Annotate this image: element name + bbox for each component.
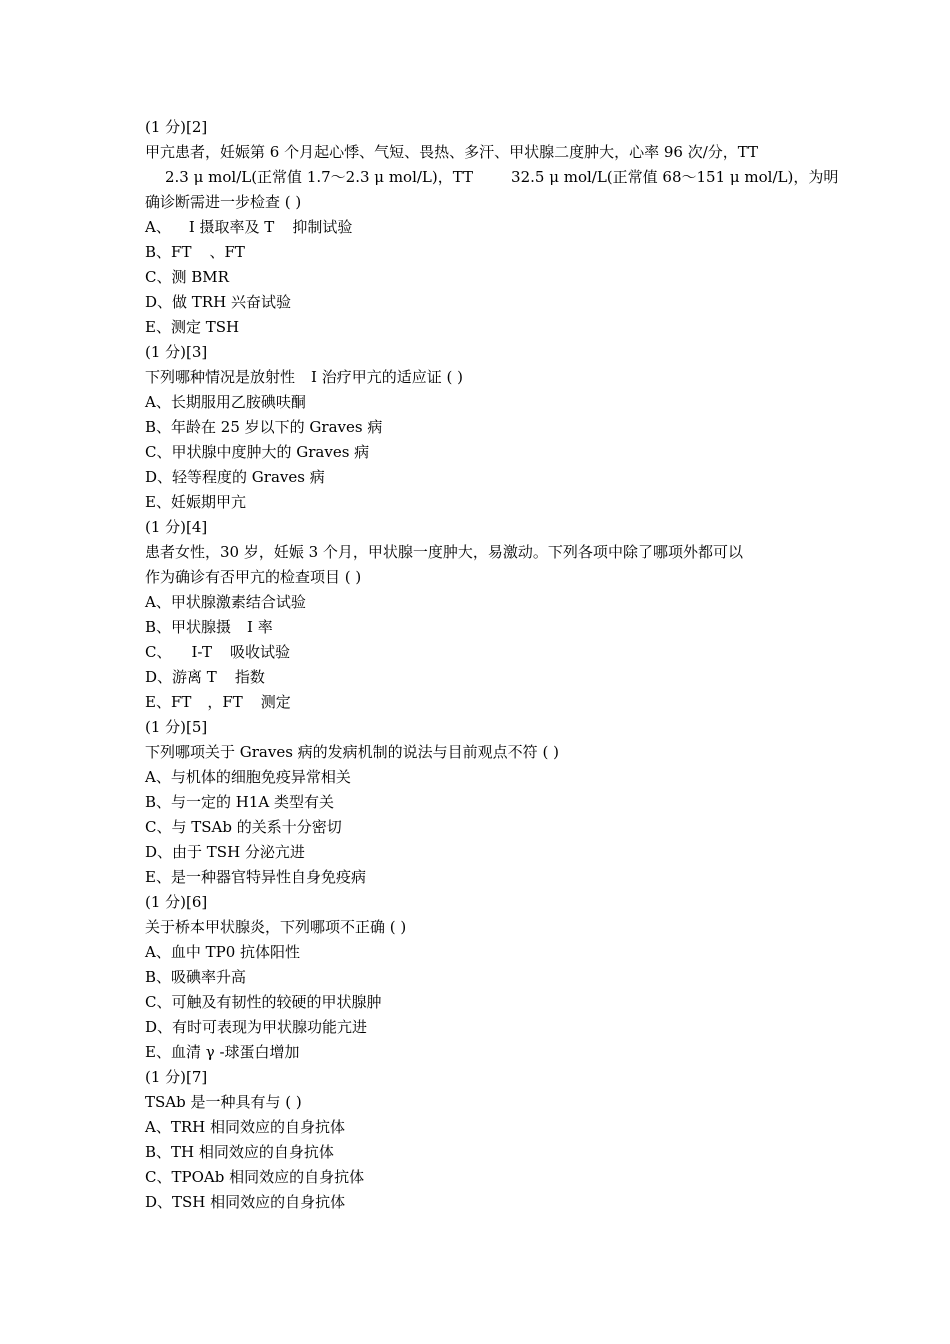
option-e xyxy=(145,690,810,715)
question-score: (1 分)[5] xyxy=(145,718,208,736)
question-list xyxy=(145,115,839,1215)
option-prefix: E、 xyxy=(145,318,171,336)
option-text: 与一定的 H1A 类型有关 xyxy=(171,793,335,811)
option-a xyxy=(145,1115,810,1140)
option-prefix: B、 xyxy=(145,418,172,436)
question-stem-line: TSAb 是一种具有与 ( ) xyxy=(145,1093,302,1111)
option-text: 长期服用乙胺碘呋酮 xyxy=(170,393,306,411)
option-text: 年龄在 25 岁以下的 Graves 病 xyxy=(171,418,383,436)
option-c xyxy=(145,265,810,290)
option-text: I-T xyxy=(191,643,212,661)
question-score: (1 分)[3] xyxy=(145,343,208,361)
option-text: 抑制试验 xyxy=(292,218,353,236)
option-text: 甲状腺摄 xyxy=(171,618,232,636)
option-prefix: C、 xyxy=(145,993,172,1011)
question-score: (1 分)[6] xyxy=(145,893,208,911)
option-text: 做 TRH 兴奋试验 xyxy=(172,293,291,311)
stem-fragment: 下列哪种情况是放射性 xyxy=(145,368,296,386)
option-text: I 摄取率及 T xyxy=(188,218,275,236)
option-text: 血中 TP0 抗体阳性 xyxy=(170,943,301,961)
option-text: 、FT xyxy=(209,243,245,261)
option-text: 测 BMR xyxy=(171,268,229,286)
option-text: TPOAb 相同效应的自身抗体 xyxy=(171,1168,365,1186)
question-score: (1 分)[7] xyxy=(145,1068,208,1086)
option-text: 轻等程度的 Graves 病 xyxy=(172,468,325,486)
option-c xyxy=(145,1165,810,1190)
question-score: (1 分)[4] xyxy=(145,518,208,536)
option-text: TSH 相同效应的自身抗体 xyxy=(172,1193,346,1211)
option-prefix: B、 xyxy=(145,243,172,261)
option-prefix: C、 xyxy=(145,443,172,461)
option-b xyxy=(145,1140,810,1165)
option-prefix: E、 xyxy=(145,693,171,711)
question-stem-line: 关于桥本甲状腺炎，下列哪项不正确 ( ) xyxy=(145,918,407,936)
option-e xyxy=(145,865,810,890)
option-prefix: B、 xyxy=(145,618,172,636)
option-text: 可触及有韧性的较硬的甲状腺肿 xyxy=(171,993,382,1011)
question-stem-line: 作为确诊有否甲亢的检查项目 ( ) xyxy=(145,568,362,586)
question-stem-line: 患者女性，30 岁，妊娠 3 个月，甲状腺一度肿大，易激动。下列各项中除了哪项外都可以 xyxy=(145,543,743,561)
option-prefix: E、 xyxy=(145,868,171,886)
option-prefix: A、 xyxy=(145,393,171,411)
option-e xyxy=(145,490,810,515)
option-text: I 率 xyxy=(247,618,273,636)
question-score: (1 分)[2] xyxy=(145,118,208,136)
option-text: 指数 xyxy=(234,668,265,686)
option-b xyxy=(145,615,810,640)
option-a xyxy=(145,215,810,240)
option-prefix: C、 xyxy=(145,1168,172,1186)
stem-fragment: 32.5 μ mol/L(正常值 68～151 μ mol/L)，为明 xyxy=(511,168,839,186)
option-text: 测定 xyxy=(260,693,291,711)
option-text: TRH 相同效应的自身抗体 xyxy=(170,1118,345,1136)
option-prefix: C、 xyxy=(145,268,172,286)
option-text: 与 TSAb 的关系十分密切 xyxy=(171,818,342,836)
option-text: TH 相同效应的自身抗体 xyxy=(171,1143,334,1161)
stem-fragment: I 治疗甲亢的适应证 ( ) xyxy=(311,368,463,386)
option-prefix: C、 xyxy=(145,643,172,661)
option-d xyxy=(145,465,810,490)
option-prefix: E、 xyxy=(145,1043,171,1061)
question-stem-line: 下列哪项关于 Graves 病的发病机制的说法与目前观点不符 ( ) xyxy=(145,743,559,761)
option-b xyxy=(145,415,810,440)
option-prefix: A、 xyxy=(145,943,171,961)
option-text: 游离 T xyxy=(172,668,217,686)
option-e xyxy=(145,1040,810,1065)
option-text: 是一种器官特异性自身免疫病 xyxy=(170,868,366,886)
option-d xyxy=(145,290,810,315)
option-text: 吸碘率升高 xyxy=(171,968,247,986)
option-text: 吸收试验 xyxy=(229,643,290,661)
option-text: 有时可表现为甲状腺功能亢进 xyxy=(172,1018,368,1036)
option-d xyxy=(145,1015,810,1040)
option-prefix: D、 xyxy=(145,1193,173,1211)
option-c xyxy=(145,640,810,665)
option-text: 甲状腺激素结合试验 xyxy=(170,593,306,611)
option-c xyxy=(145,990,810,1015)
option-text: FT xyxy=(170,693,192,711)
stem-fragment: 2.3 μ mol/L(正常值 1.7～2.3 μ mol/L)，TT xyxy=(165,168,474,186)
option-a xyxy=(145,765,810,790)
option-prefix: A、 xyxy=(145,768,171,786)
question-stem-line xyxy=(145,165,839,190)
option-d xyxy=(145,840,810,865)
question-stem-line: 确诊断需进一步检查 ( ) xyxy=(145,193,302,211)
option-text: 测定 TSH xyxy=(170,318,240,336)
option-e xyxy=(145,315,810,340)
option-prefix: A、 xyxy=(145,1118,171,1136)
option-b xyxy=(145,240,810,265)
option-prefix: A、 xyxy=(145,593,171,611)
option-prefix: D、 xyxy=(145,843,173,861)
option-text: 血清 γ -球蛋白增加 xyxy=(170,1043,300,1061)
option-text: 甲状腺中度肿大的 Graves 病 xyxy=(171,443,370,461)
option-prefix: C、 xyxy=(145,818,172,836)
option-prefix: B、 xyxy=(145,1143,172,1161)
option-text: 由于 TSH 分泌亢进 xyxy=(172,843,305,861)
question-stem-line xyxy=(145,365,810,390)
option-prefix: E、 xyxy=(145,493,171,511)
option-d xyxy=(145,665,810,690)
option-c xyxy=(145,815,810,840)
option-prefix: B、 xyxy=(145,793,172,811)
option-prefix: D、 xyxy=(145,668,173,686)
option-d xyxy=(145,1190,810,1215)
option-b xyxy=(145,965,810,990)
option-a xyxy=(145,590,810,615)
option-text: 妊娠期甲亢 xyxy=(170,493,246,511)
option-b xyxy=(145,790,810,815)
option-prefix: B、 xyxy=(145,968,172,986)
option-a xyxy=(145,390,810,415)
option-text: ，FT xyxy=(207,693,243,711)
option-prefix: A、 xyxy=(145,218,171,236)
option-a xyxy=(145,940,810,965)
option-text: 与机体的细胞免疫异常相关 xyxy=(170,768,351,786)
option-c xyxy=(145,440,810,465)
option-prefix: D、 xyxy=(145,1018,173,1036)
option-prefix: D、 xyxy=(145,468,173,486)
option-prefix: D、 xyxy=(145,293,173,311)
question-stem-line: 甲亢患者，妊娠第 6 个月起心悸、气短、畏热、多汗、甲状腺二度肿大，心率 96 次/分，TT xyxy=(145,143,759,161)
option-text: FT xyxy=(171,243,192,261)
